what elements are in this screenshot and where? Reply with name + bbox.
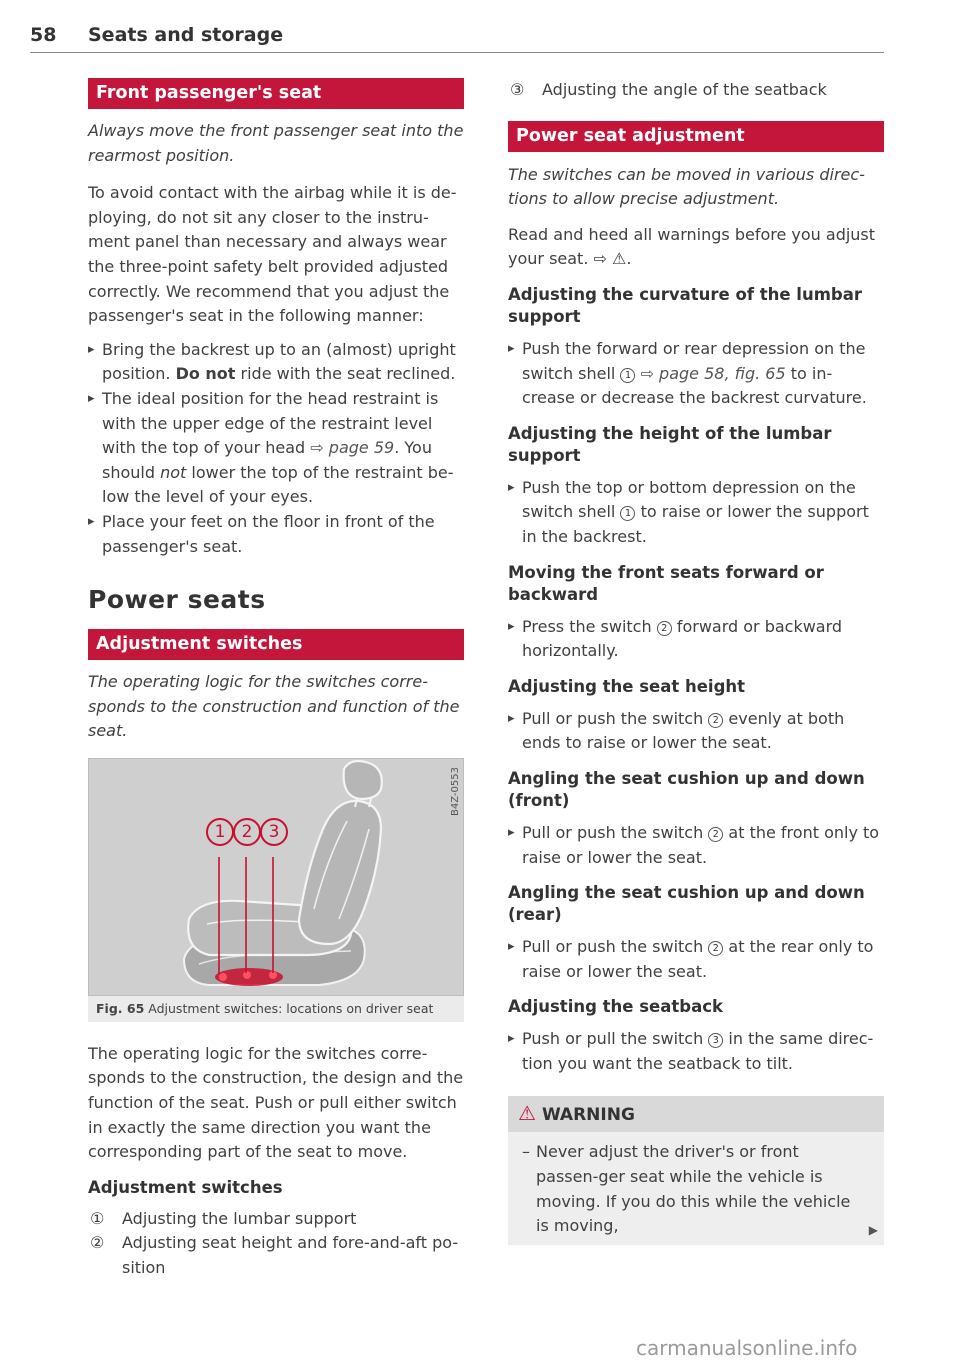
seatback-steps bbox=[508, 1027, 884, 1076]
list-item: ▸ Bring the backrest up to an (almost) upright position. Do not ride with the seat reclined. bbox=[88, 338, 464, 387]
power-seat-intro: The switches can be moved in various direc-tions to allow precise adjustment. bbox=[508, 164, 865, 209]
figure-caption: Fig. 65 Adjustment switches: locations on driver seat bbox=[88, 996, 464, 1022]
seat-height-heading: Adjusting the seat height bbox=[508, 676, 746, 696]
lumbar-curvature-heading: Adjusting the curvature of the lumbar support bbox=[508, 284, 862, 326]
switch-item-1: ① Adjusting the lumbar support bbox=[90, 1208, 357, 1228]
front-passenger-bullets bbox=[88, 338, 464, 559]
seat-height-steps bbox=[508, 707, 884, 756]
callout-2: 2 bbox=[233, 818, 261, 846]
page-header bbox=[30, 24, 884, 53]
power-seat-adjustment-heading: Power seat adjustment bbox=[508, 121, 884, 152]
figure-link[interactable]: ⇨ page 58, fig. 65 bbox=[640, 363, 786, 383]
read-warnings-text: Read and heed all warnings before you adjust your seat. ⇨ ⚠. bbox=[508, 224, 876, 269]
list-item: ▸ Pull or push the switch 2 at the front only to raise or lower the seat. bbox=[508, 821, 884, 870]
warning-triangle-icon: ⚠ bbox=[518, 1101, 536, 1126]
adjustment-intro: The operating logic for the switches corre-sponds to the construction and function of the seat. bbox=[88, 672, 460, 741]
front-passenger-intro: Always move the front passenger seat into the rearmost position. bbox=[88, 121, 464, 165]
list-item: ▸ Push the top or bottom depression on the switch shell 1 to raise or lower the support in the backrest. bbox=[508, 476, 884, 550]
front-passenger-seat-heading: Front passenger's seat bbox=[88, 78, 464, 109]
list-item: ▸ Pull or push the switch 2 evenly at both ends to raise or lower the seat. bbox=[508, 707, 884, 756]
switch-item-2: ② Adjusting seat height and fore-and-aft po-sition bbox=[90, 1233, 459, 1278]
fore-aft-heading: Moving the front seats forward or backward bbox=[508, 562, 824, 604]
continue-arrow-icon: ▶ bbox=[868, 1222, 878, 1237]
list-item: ▸ Push the forward or rear depression on the switch shell 1 ⇨ page 58, fig. 65 to in-crease or decrease the backrest curvature. bbox=[508, 337, 884, 411]
seat-illustration bbox=[89, 759, 463, 995]
lumbar-height-steps bbox=[508, 476, 884, 550]
warning-header: ⚠ WARNING bbox=[508, 1096, 884, 1132]
warning-body bbox=[508, 1132, 884, 1244]
list-item: ▸ Press the switch 2 forward or backward horizontally. bbox=[508, 615, 884, 664]
watermark: carmanualsonline.info bbox=[636, 1336, 858, 1360]
adjustment-switches-subheading: Adjustment switches bbox=[88, 1177, 283, 1197]
fore-aft-steps bbox=[508, 615, 884, 664]
left-column bbox=[88, 78, 464, 1281]
section-title: Seats and storage bbox=[88, 24, 284, 46]
warning-box bbox=[508, 1096, 884, 1244]
page-link[interactable]: ⇨ page 59 bbox=[310, 438, 395, 458]
switch-item-3: ③ Adjusting the angle of the seatback bbox=[510, 80, 827, 99]
seatback-heading: Adjusting the seatback bbox=[508, 997, 723, 1017]
lumbar-height-heading: Adjusting the height of the lumbar support bbox=[508, 423, 832, 465]
power-seats-heading: Power seats bbox=[88, 585, 266, 615]
list-item: ▸ The ideal position for the head restraint is with the upper edge of the restraint level with the top of your head ⇨ page 59. You should not lower the top of the restraint be-low the level of your eyes. bbox=[88, 387, 464, 510]
figure-code: B4Z-0553 bbox=[450, 766, 461, 816]
cushion-rear-heading: Angling the seat cushion up and down (rear) bbox=[508, 883, 865, 925]
operating-logic-paragraph: The operating logic for the switches corre-sponds to the construction, the design and the function of the seat. Push or pull either switch in exactly the same direction you want the corresponding part of the seat to move. bbox=[88, 1043, 464, 1162]
cushion-rear-steps bbox=[508, 935, 884, 984]
lumbar-curvature-steps bbox=[508, 337, 884, 411]
front-passenger-paragraph: To avoid contact with the airbag while it is de-ploying, do not sit any closer to the instru-ment panel than necessary and always wear the three-point safety belt provided adjusted correctly. We recommend that you adjust the passenger's seat in the following manner: bbox=[88, 183, 457, 326]
list-item: ▸ Place your feet on the floor in front of the passenger's seat. bbox=[88, 510, 464, 559]
adjustment-switches-heading: Adjustment switches bbox=[88, 629, 464, 660]
warning-item: – Never adjust the driver's or front passen-ger seat while the vehicle is moving. If you do this while the vehicle is moving, bbox=[522, 1140, 856, 1238]
callout-1: 1 bbox=[206, 818, 234, 846]
page-number: 58 bbox=[30, 24, 57, 46]
list-item: ▸ Push or pull the switch 3 in the same direc-tion you want the seatback to tilt. bbox=[508, 1027, 884, 1076]
list-item: ▸ Pull or push the switch 2 at the rear only to raise or lower the seat. bbox=[508, 935, 884, 984]
callout-3: 3 bbox=[260, 818, 288, 846]
right-column bbox=[508, 78, 884, 1245]
cushion-front-steps bbox=[508, 821, 884, 870]
figure-driver-seat bbox=[88, 758, 464, 996]
cushion-front-heading: Angling the seat cushion up and down (front) bbox=[508, 768, 865, 810]
